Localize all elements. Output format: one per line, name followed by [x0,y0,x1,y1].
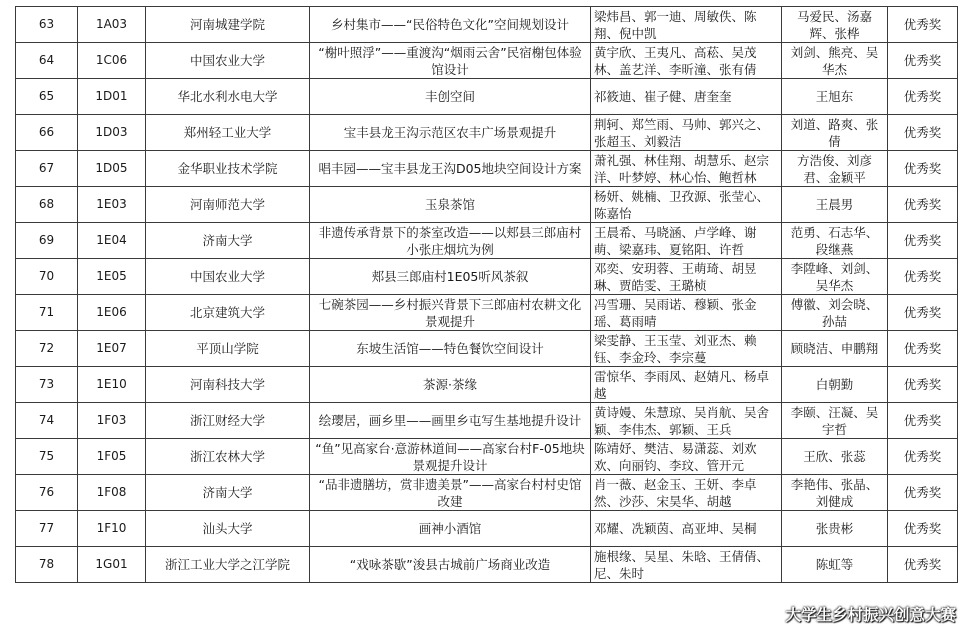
award-level: 优秀奖 [888,79,958,115]
work-title: 乡村集市——“民俗特色文化”空间规划设计 [310,7,591,43]
work-title: 宝丰县龙王沟示范区农丰广场景观提升 [310,115,591,151]
work-title: “鱼”见高家台·意游林道间——高家台村F-05地块景观提升设计 [310,439,591,475]
row-number: 66 [16,115,78,151]
award-level: 优秀奖 [888,403,958,439]
advisor-names: 张贵彬 [782,511,888,547]
award-level: 优秀奖 [888,547,958,583]
advisor-names: 陈虹等 [782,547,888,583]
school-name: 济南大学 [146,475,310,511]
row-number: 77 [16,511,78,547]
school-name: 河南科技大学 [146,367,310,403]
work-code: 1E04 [78,223,146,259]
advisor-names: 李艳伟、张晶、刘健成 [782,475,888,511]
work-title: 绘璎居，画乡里——画里乡屯写生基地提升设计 [310,403,591,439]
work-title: 唱丰园——宝丰县龙王沟D05地块空间设计方案 [310,151,591,187]
table-row [16,115,958,151]
row-number: 69 [16,223,78,259]
table-row [16,7,958,43]
student-names: 梁炜昌、郭一迪、周敏佚、陈翔、倪中凯 [591,7,782,43]
row-number: 75 [16,439,78,475]
work-title: 郏县三郎庙村1E05听风茶叙 [310,259,591,295]
work-title: 丰创空间 [310,79,591,115]
school-name: 济南大学 [146,223,310,259]
student-names: 黄诗嫚、朱慧琼、吴肖航、吴舍颖、李伟杰、郭颖、王兵 [591,403,782,439]
advisor-names: 马爱民、汤嘉辉、张桦 [782,7,888,43]
advisor-names: 方浩俊、刘彦君、金颖平 [782,151,888,187]
student-names: 施根缘、吴星、朱晗、王倩倩、尼、朱时 [591,547,782,583]
work-title: 玉泉茶馆 [310,187,591,223]
student-names: 陈靖妤、樊洁、易潇蕊、刘欢欢、向丽钧、李玟、管开元 [591,439,782,475]
advisor-names: 刘道、路爽、张倩 [782,115,888,151]
row-number: 74 [16,403,78,439]
advisor-names: 傅徽、刘会晓、孙喆 [782,295,888,331]
student-names: 王晨希、马晓涵、卢学峰、谢萌、梁嘉玮、夏铭阳、许哲 [591,223,782,259]
school-name: 北京建筑大学 [146,295,310,331]
student-names: 梁雯静、王玉莹、刘亚杰、赖钰、李金玲、李宗蔓 [591,331,782,367]
award-level: 优秀奖 [888,187,958,223]
school-name: 浙江财经大学 [146,403,310,439]
work-title: 茶源·茶缘 [310,367,591,403]
student-names: 杨妍、姚楠、卫孜源、张莹心、陈嘉怡 [591,187,782,223]
student-names: 黄宇欣、王夷凡、高菘、吴茂林、盖艺洋、李昕潼、张有倩 [591,43,782,79]
row-number: 64 [16,43,78,79]
work-code: 1E03 [78,187,146,223]
advisor-names: 刘剑、熊亮、吴华杰 [782,43,888,79]
school-name: 郑州轻工业大学 [146,115,310,151]
advisor-names: 范勇、石志华、段继燕 [782,223,888,259]
work-code: 1E06 [78,295,146,331]
award-level: 优秀奖 [888,295,958,331]
table-row [16,295,958,331]
work-code: 1F08 [78,475,146,511]
school-name: 平顶山学院 [146,331,310,367]
work-code: 1D01 [78,79,146,115]
school-name: 浙江农林大学 [146,439,310,475]
award-level: 优秀奖 [888,151,958,187]
table-row [16,331,958,367]
student-names: 邓奕、安玥蓉、王萌琦、胡昱琳、贾皓雯、王璐桢 [591,259,782,295]
student-names: 冯雪珊、吴雨诺、穆颖、张金瑶、葛雨晴 [591,295,782,331]
row-number: 78 [16,547,78,583]
work-title: 非遗传承背景下的茶室改造——以郏县三郎庙村小张庄烟坑为例 [310,223,591,259]
work-code: 1F05 [78,439,146,475]
work-title: 东坡生活馆——特色餐饮空间设计 [310,331,591,367]
work-code: 1E10 [78,367,146,403]
student-names: 雷惊华、李雨凤、赵婧凡、杨卓越 [591,367,782,403]
advisor-names: 顾晓洁、申鹏翔 [782,331,888,367]
award-level: 优秀奖 [888,367,958,403]
work-code: 1E05 [78,259,146,295]
table-row [16,187,958,223]
work-title: “品非遗膳坊，赏非遗美景”——高家台村村史馆改建 [310,475,591,511]
award-level: 优秀奖 [888,43,958,79]
advisor-names: 王欣、张蕊 [782,439,888,475]
table-row [16,151,958,187]
table-row [16,259,958,295]
table-row [16,79,958,115]
advisor-names: 王晨男 [782,187,888,223]
school-name: 金华职业技术学院 [146,151,310,187]
advisor-names: 李陞峰、刘剑、吴华杰 [782,259,888,295]
work-code: 1A03 [78,7,146,43]
row-number: 65 [16,79,78,115]
wechat-channel-icon [757,603,779,625]
work-code: 1E07 [78,331,146,367]
award-level: 优秀奖 [888,475,958,511]
student-names: 邓耀、冼颖茵、高亚坤、吴桐 [591,511,782,547]
student-names: 荆轲、郑竺雨、马帅、郭兴之、张超玉、刘毅洁 [591,115,782,151]
work-code: 1F10 [78,511,146,547]
table-row [16,439,958,475]
work-code: 1C06 [78,43,146,79]
row-number: 72 [16,331,78,367]
student-names: 肖一薇、赵金玉、王妍、李卓然、沙莎、宋昊华、胡越 [591,475,782,511]
award-level: 优秀奖 [888,331,958,367]
school-name: 华北水利水电大学 [146,79,310,115]
row-number: 70 [16,259,78,295]
award-level: 优秀奖 [888,511,958,547]
award-level: 优秀奖 [888,259,958,295]
row-number: 67 [16,151,78,187]
table-row [16,475,958,511]
school-name: 汕头大学 [146,511,310,547]
school-name: 浙江工业大学之江学院 [146,547,310,583]
student-names: 祁筱迪、崔子健、唐奎奎 [591,79,782,115]
row-number: 76 [16,475,78,511]
row-number: 73 [16,367,78,403]
table-row [16,43,958,79]
work-code: 1D03 [78,115,146,151]
award-level: 优秀奖 [888,439,958,475]
school-name: 河南师范大学 [146,187,310,223]
watermark [757,603,956,625]
work-code: 1D05 [78,151,146,187]
school-name: 中国农业大学 [146,43,310,79]
table-row [16,547,958,583]
work-title: 画神小酒馆 [310,511,591,547]
award-level: 优秀奖 [888,115,958,151]
row-number: 63 [16,7,78,43]
row-number: 71 [16,295,78,331]
table-row [16,511,958,547]
row-number: 68 [16,187,78,223]
award-level: 优秀奖 [888,223,958,259]
advisor-names: 王旭东 [782,79,888,115]
school-name: 中国农业大学 [146,259,310,295]
table-row [16,403,958,439]
work-title: “戏咏茶歇”浚县古城前广场商业改造 [310,547,591,583]
school-name: 河南城建学院 [146,7,310,43]
work-title: “榭叶照浮”——重渡沟“烟雨云舍”民宿榭包体验馆设计 [310,43,591,79]
awards-table [15,6,958,583]
watermark-text: 大学生乡村振兴创意大赛 [785,606,956,624]
table-row [16,223,958,259]
work-code: 1F03 [78,403,146,439]
work-title: 七碗茶园——乡村振兴背景下三郎庙村农耕文化景观提升 [310,295,591,331]
work-code: 1G01 [78,547,146,583]
advisor-names: 白朝勤 [782,367,888,403]
table-row [16,367,958,403]
student-names: 萧礼强、林佳翔、胡慧乐、赵宗洋、叶梦婷、林心怡、鲍哲林 [591,151,782,187]
advisor-names: 李颐、汪凝、吴宇哲 [782,403,888,439]
award-level: 优秀奖 [888,7,958,43]
